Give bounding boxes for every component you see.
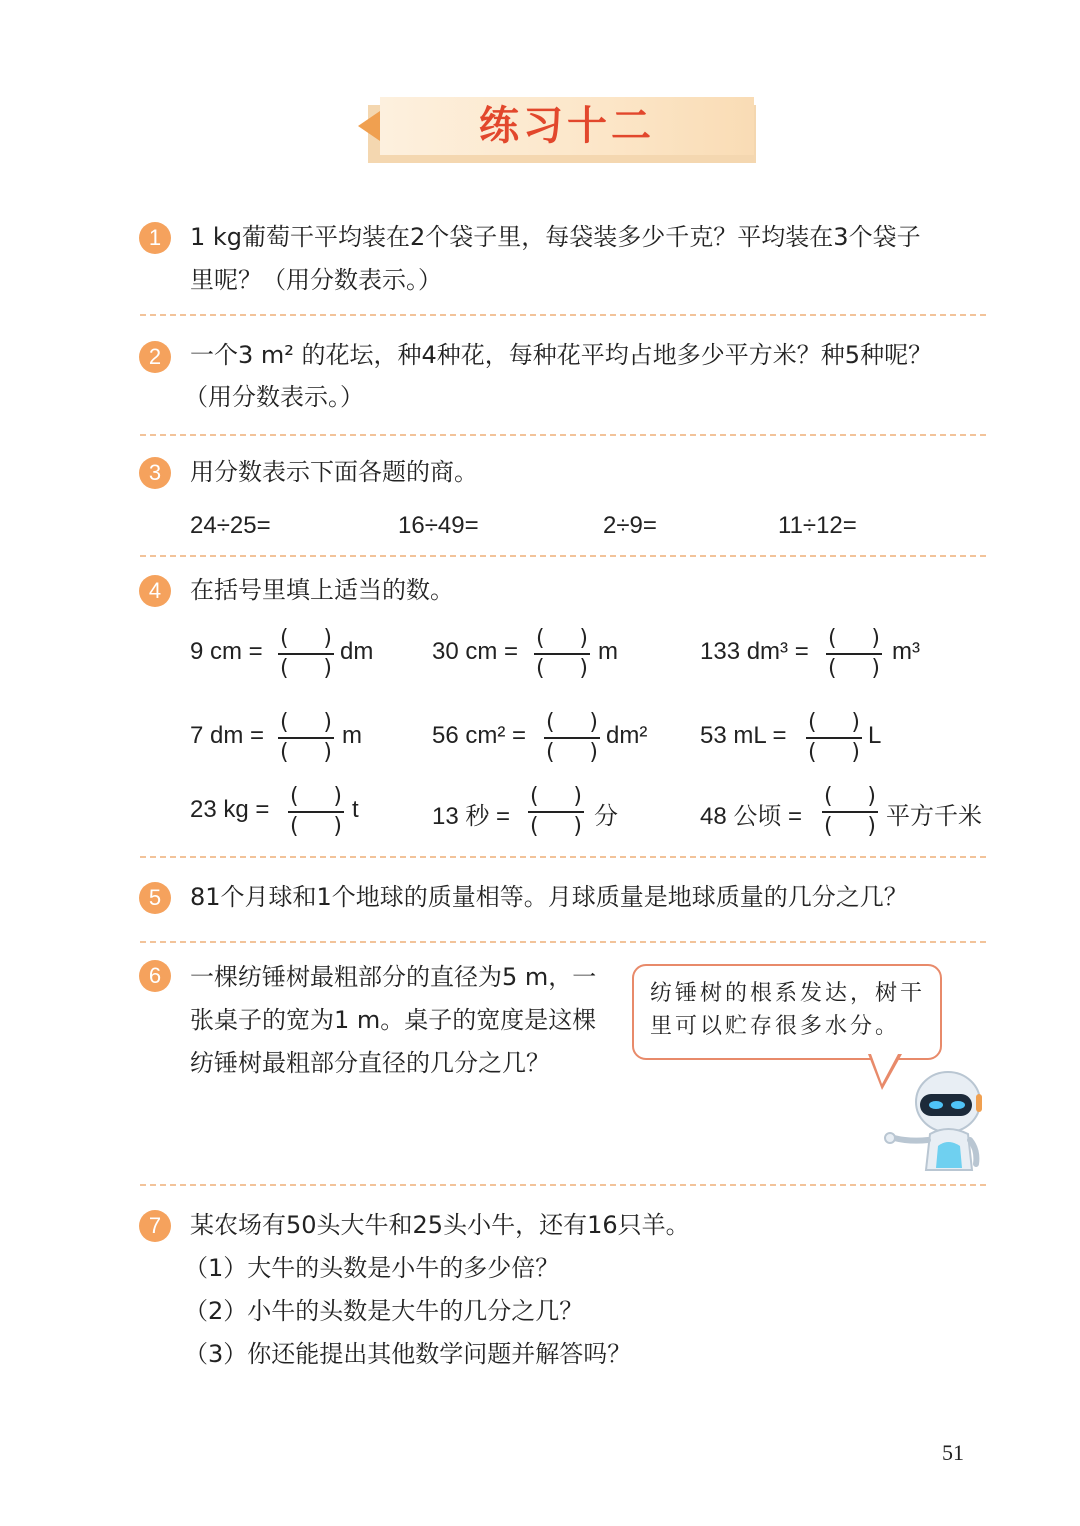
q7-sub-3: （3）你还能提出其他数学问题并解答吗？ xyxy=(184,1340,632,1368)
fraction-blank: ( ) ( ) xyxy=(808,710,860,765)
division-expression: 16÷49= xyxy=(398,512,479,539)
conversion-left: 48 公顷 = xyxy=(700,803,803,830)
separator xyxy=(140,555,986,557)
q4-prompt: 在括号里填上适当的数。 xyxy=(190,576,454,604)
conversion-unit: 平方千米 xyxy=(886,803,982,830)
question-number-7: 7 xyxy=(139,1210,171,1242)
fraction-blank: ( ) ( ) xyxy=(536,626,588,681)
q1-line-1: 1 kg葡萄干平均装在2个袋子里，每袋装多少千克？平均装在3个袋子 xyxy=(190,223,921,251)
question-number-2: 2 xyxy=(139,341,171,373)
conversion-unit: dm² xyxy=(606,722,648,749)
fraction-blank: ( ) ( ) xyxy=(290,784,342,839)
page-number: 51 xyxy=(942,1440,964,1465)
separator xyxy=(140,314,986,316)
conversion-left: 7 dm = xyxy=(190,722,265,749)
conversion-unit: m³ xyxy=(892,638,920,665)
q6-line-1: 一棵纺锤树最粗部分的直径为5 m，一 xyxy=(190,963,597,991)
fraction-blank: ( ) ( ) xyxy=(280,710,332,765)
conversion-left: 133 dm³ = xyxy=(700,638,809,665)
q6-line-3: 纺锤树最粗部分直径的几分之几？ xyxy=(190,1049,550,1077)
bubble-line-1: 纺锤树的根系发达，树干 xyxy=(650,981,926,1006)
title-banner xyxy=(358,97,758,163)
q2-line-1: 一个3 m² 的花坛，种4种花，每种花平均占地多少平方米？种5种呢？ xyxy=(190,341,933,369)
fraction-blank: ( ) ( ) xyxy=(824,784,876,839)
q5-text: 81个月球和1个地球的质量相等。月球质量是地球质量的几分之几？ xyxy=(190,883,908,911)
conversion-left: 56 cm² = xyxy=(432,722,527,749)
bubble-line-2: 里可以贮存很多水分。 xyxy=(650,1014,901,1039)
fraction-blank: ( ) ( ) xyxy=(530,784,582,839)
separator xyxy=(140,856,986,858)
question-number-4: 4 xyxy=(139,575,171,607)
division-expression: 2÷9= xyxy=(603,512,657,539)
conversion-unit: m xyxy=(598,638,618,665)
q7-sub-2: （2）小牛的头数是大牛的几分之几？ xyxy=(184,1297,584,1325)
question-number-6: 6 xyxy=(139,960,171,992)
q7-line-1: 某农场有50头大牛和25头小牛，还有16只羊。 xyxy=(190,1211,690,1239)
banner-arrow-icon xyxy=(358,111,380,141)
question-number-3: 3 xyxy=(139,457,171,489)
conversion-left: 23 kg = xyxy=(190,796,270,823)
conversion-left: 9 cm = xyxy=(190,638,263,665)
division-expression: 24÷25= xyxy=(190,512,271,539)
conversion-unit: 分 xyxy=(594,803,618,830)
conversion-left: 13 秒 = xyxy=(432,803,511,830)
fraction-blank: ( ) ( ) xyxy=(280,626,332,681)
separator xyxy=(140,941,986,943)
q2-line-2: （用分数表示。） xyxy=(184,383,364,411)
conversion-unit: dm xyxy=(340,638,374,665)
q3-prompt: 用分数表示下面各题的商。 xyxy=(190,458,478,486)
question-number-1: 1 xyxy=(139,222,171,254)
q1-line-2: 里呢？（用分数表示。） xyxy=(190,266,442,294)
fraction-blank: ( ) ( ) xyxy=(828,626,880,681)
conversion-unit: t xyxy=(352,796,359,823)
q6-line-2: 张桌子的宽为1 m。桌子的宽度是这棵 xyxy=(190,1006,597,1034)
conversion-left: 53 mL = xyxy=(700,722,787,749)
conversion-unit: L xyxy=(868,722,882,749)
page-title: 练习十二 xyxy=(479,102,655,149)
q7-sub-1: （1）大牛的头数是小牛的多少倍？ xyxy=(184,1254,560,1282)
conversion-left: 30 cm = xyxy=(432,638,519,665)
separator xyxy=(140,434,986,436)
separator xyxy=(140,1184,986,1186)
conversion-unit: m xyxy=(342,722,362,749)
robot-mascot-icon xyxy=(880,1068,984,1176)
question-number-5: 5 xyxy=(139,882,171,914)
division-expression: 11÷12= xyxy=(778,512,857,539)
fraction-blank: ( ) ( ) xyxy=(546,710,598,765)
